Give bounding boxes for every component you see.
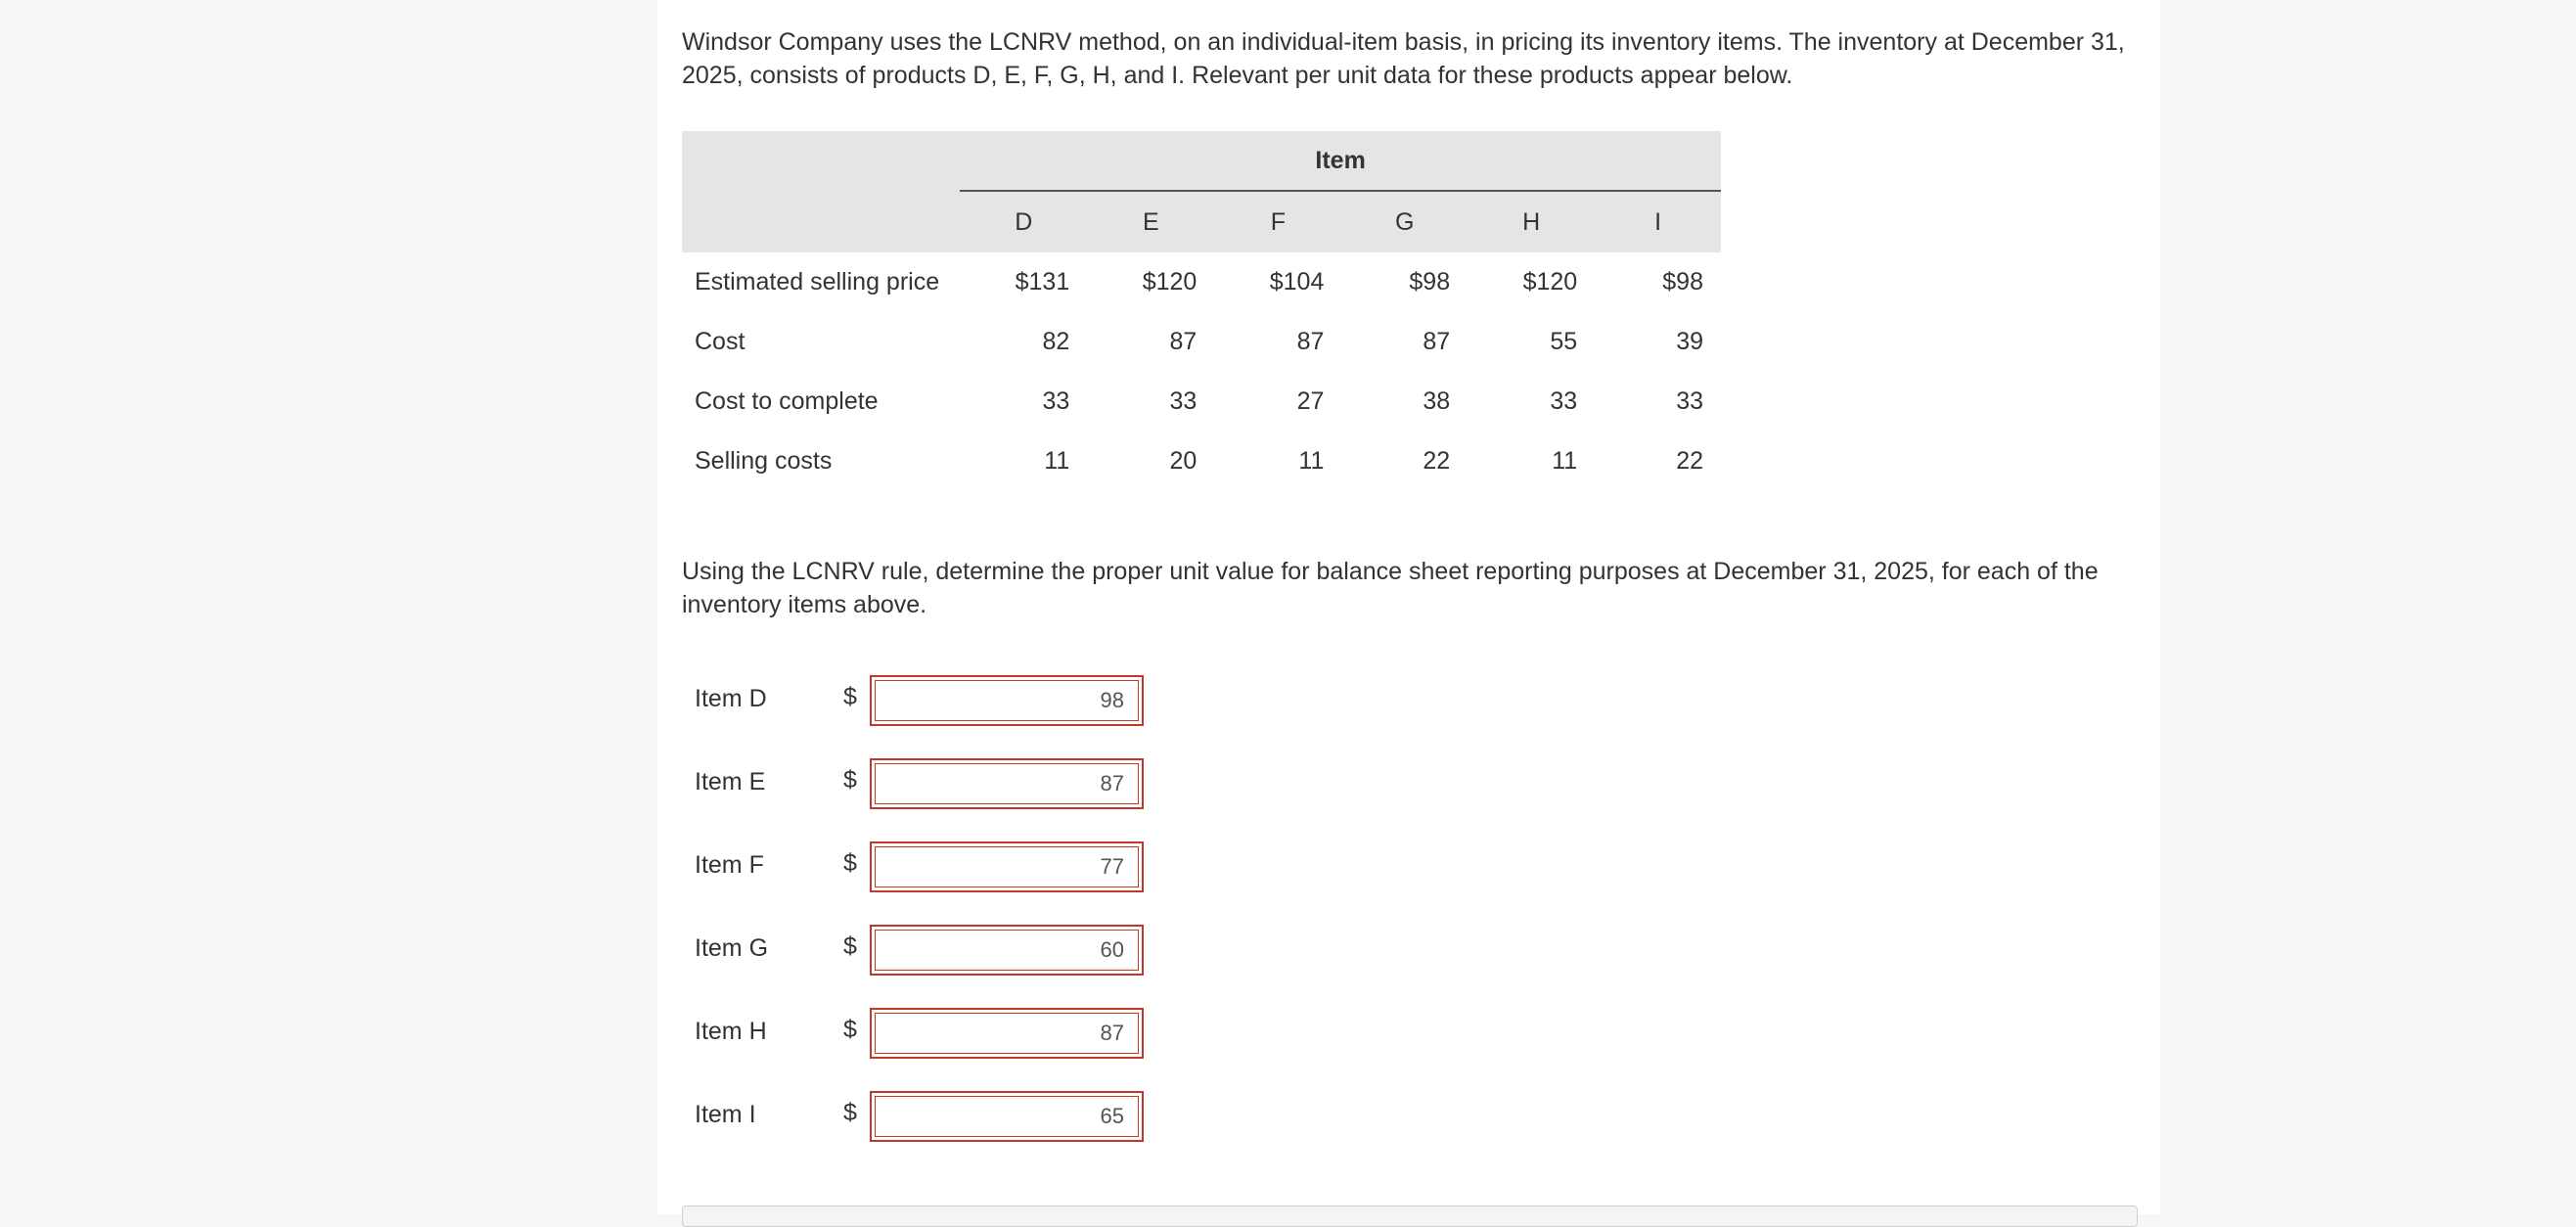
table-cell: 33 <box>1550 387 1578 415</box>
column-header-e: E <box>1087 191 1214 252</box>
table-cell: 22 <box>1676 447 1703 475</box>
table-cell: $120 <box>1142 268 1198 295</box>
table-row <box>682 252 1721 312</box>
question-text: Using the LCNRV rule, determine the proper unit value for balance sheet reporting purposes at December 31, 2025, for each of the inventory items above. <box>682 558 2099 618</box>
table-cell: 87 <box>1423 328 1451 355</box>
answer-label: Item H <box>695 1018 767 1045</box>
answer-row-item-f <box>682 841 1073 925</box>
table-cell: 11 <box>1552 447 1578 475</box>
dollar-sign: $ <box>843 1016 857 1043</box>
table-cell: $120 <box>1522 268 1578 295</box>
table-cell: 22 <box>1423 447 1451 475</box>
answer-input-item-i[interactable] <box>875 1096 1139 1137</box>
answer-input-item-f[interactable] <box>875 846 1139 887</box>
row-label: Cost to complete <box>695 387 879 415</box>
table-cell: 27 <box>1296 387 1325 415</box>
answer-field-frame <box>870 758 1144 809</box>
table-cell: 11 <box>1044 447 1070 475</box>
answer-field-frame <box>870 1091 1144 1142</box>
dollar-sign: $ <box>843 932 857 960</box>
column-header-i: I <box>1595 191 1721 252</box>
answer-label: Item F <box>695 851 764 879</box>
answer-field-frame <box>870 841 1144 892</box>
dollar-sign: $ <box>843 849 857 877</box>
table-cell: 87 <box>1169 328 1198 355</box>
answer-field-frame <box>870 675 1144 726</box>
table-row <box>682 312 1721 372</box>
row-label: Estimated selling price <box>695 268 940 295</box>
dollar-sign: $ <box>843 766 857 794</box>
answer-row-item-h <box>682 1008 1073 1091</box>
table-cell: 87 <box>1296 328 1325 355</box>
table-cell: $104 <box>1269 268 1325 295</box>
table-cell: $98 <box>1662 268 1703 295</box>
dollar-sign: $ <box>843 683 857 710</box>
answer-row-item-g <box>682 925 1073 1008</box>
answer-label: Item D <box>695 685 767 712</box>
answer-list <box>682 675 1073 1174</box>
next-section-panel <box>682 1205 2138 1227</box>
table-cell: $98 <box>1409 268 1451 295</box>
table-cell: 38 <box>1423 387 1451 415</box>
answer-input-item-h[interactable] <box>875 1013 1139 1054</box>
answer-row-item-i <box>682 1091 1073 1174</box>
table-cell: $131 <box>1015 268 1070 295</box>
inventory-data-table <box>682 131 1721 491</box>
table-cell: 82 <box>1042 328 1070 355</box>
dollar-sign: $ <box>843 1099 857 1126</box>
answer-label: Item I <box>695 1101 756 1128</box>
question-panel <box>657 0 2160 1214</box>
table-row <box>682 432 1721 491</box>
column-header-g: G <box>1341 191 1468 252</box>
column-header-h: H <box>1468 191 1595 252</box>
answer-input-item-d[interactable] <box>875 680 1139 721</box>
table-cell: 33 <box>1169 387 1198 415</box>
table-cell: 20 <box>1169 447 1198 475</box>
row-label: Selling costs <box>695 447 833 475</box>
item-group-header: Item <box>960 131 1721 191</box>
row-label: Cost <box>695 328 746 355</box>
problem-intro: Windsor Company uses the LCNRV method, on an individual-item basis, in pricing its inventory items. The inventory at December 31, 2025, consists of products D, E, F, G, H, and I. Relevant per unit data for these products appear below. <box>682 28 2125 89</box>
table-cell: 11 <box>1298 447 1325 475</box>
answer-row-item-e <box>682 758 1073 841</box>
answer-field-frame <box>870 925 1144 976</box>
answer-input-item-e[interactable] <box>875 763 1139 804</box>
answer-label: Item G <box>695 934 769 962</box>
table-cell: 33 <box>1042 387 1070 415</box>
table-row <box>682 372 1721 432</box>
answer-label: Item E <box>695 768 766 795</box>
table-cell: 33 <box>1676 387 1703 415</box>
answer-input-item-g[interactable] <box>875 930 1139 971</box>
column-header-d: D <box>960 191 1087 252</box>
answer-row-item-d <box>682 675 1073 758</box>
table-corner <box>682 131 960 191</box>
table-cell: 39 <box>1676 328 1703 355</box>
answer-field-frame <box>870 1008 1144 1059</box>
column-header-f: F <box>1214 191 1341 252</box>
table-cell: 55 <box>1550 328 1578 355</box>
